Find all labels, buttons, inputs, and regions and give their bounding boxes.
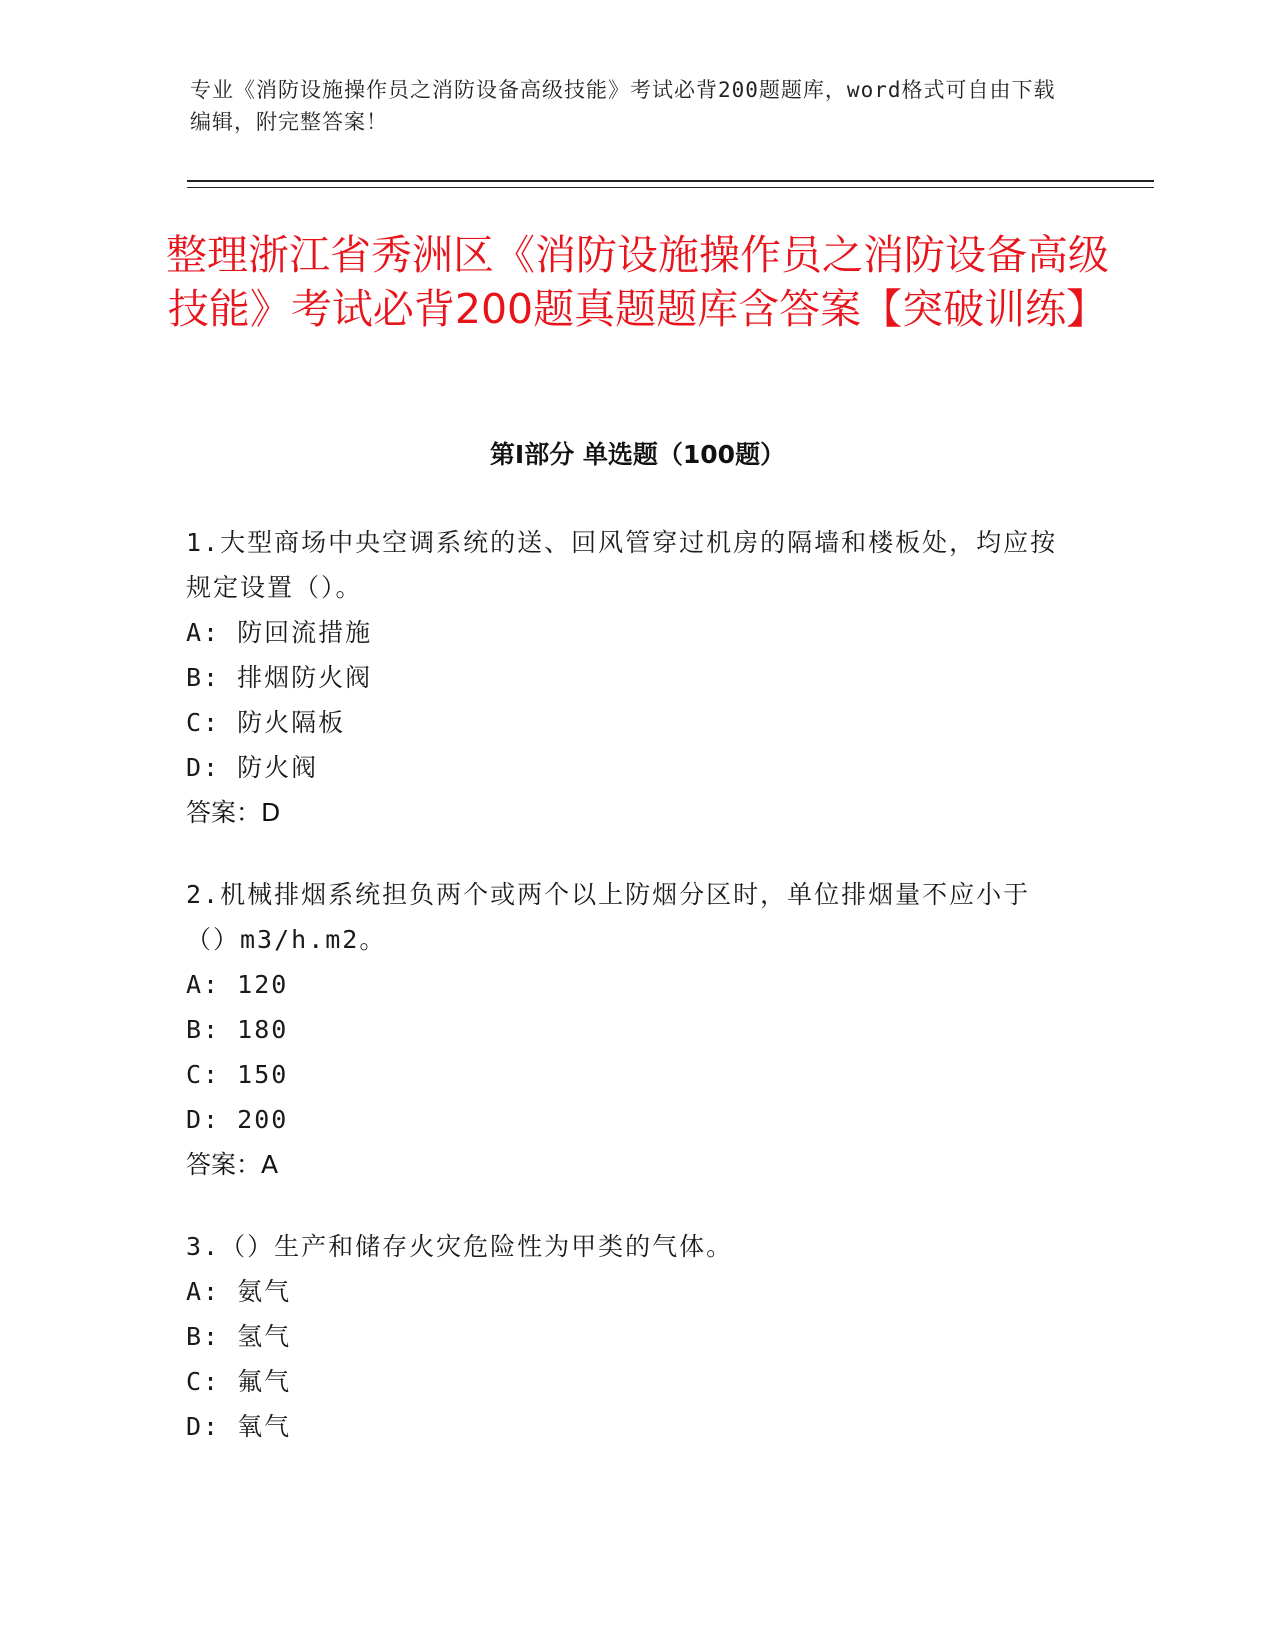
option-a: A: 120 xyxy=(186,970,289,999)
option-d: D: 防火阀 xyxy=(186,753,319,782)
question-list xyxy=(186,520,1066,1485)
option-a: A: 氨气 xyxy=(186,1277,292,1306)
option-d: D: 200 xyxy=(186,1105,289,1134)
document-title: 整理浙江省秀洲区《消防设施操作员之消防设备高级技能》考试必背200题真题题库含答案【突破训练】 xyxy=(166,231,1109,333)
option-c: C: 150 xyxy=(186,1060,289,1089)
option-b: B: 氢气 xyxy=(186,1322,292,1351)
option-c: C: 氟气 xyxy=(186,1367,292,1396)
option-d: D: 氧气 xyxy=(186,1412,292,1441)
option-b: B: 180 xyxy=(186,1015,289,1044)
section-title: 第I部分 单选题（100题） xyxy=(489,440,786,469)
question-stem: 1.大型商场中央空调系统的送、回风管穿过机房的隔墙和楼板处，均应按规定设置（）。 xyxy=(186,528,1058,602)
question-stem: 3.（）生产和储存火灾危险性为甲类的气体。 xyxy=(186,1232,734,1261)
header-note: 专业《消防设施操作员之消防设备高级技能》考试必背200题题库，word格式可自由下载编辑，附完整答案！ xyxy=(190,78,1056,134)
answer: 答案：D xyxy=(186,798,281,827)
header-divider-thin xyxy=(187,187,1154,188)
header-divider-thick xyxy=(187,180,1154,182)
option-c: C: 防火隔板 xyxy=(186,708,346,737)
question-2 xyxy=(186,872,1066,1188)
option-b: B: 排烟防火阀 xyxy=(186,663,373,692)
option-a: A: 防回流措施 xyxy=(186,618,373,647)
question-stem: 2.机械排烟系统担负两个或两个以上防烟分区时，单位排烟量不应小于（）m3/h.m2。 xyxy=(186,880,1031,954)
question-1 xyxy=(186,520,1066,836)
question-3 xyxy=(186,1224,1066,1449)
answer: 答案：A xyxy=(186,1150,279,1179)
